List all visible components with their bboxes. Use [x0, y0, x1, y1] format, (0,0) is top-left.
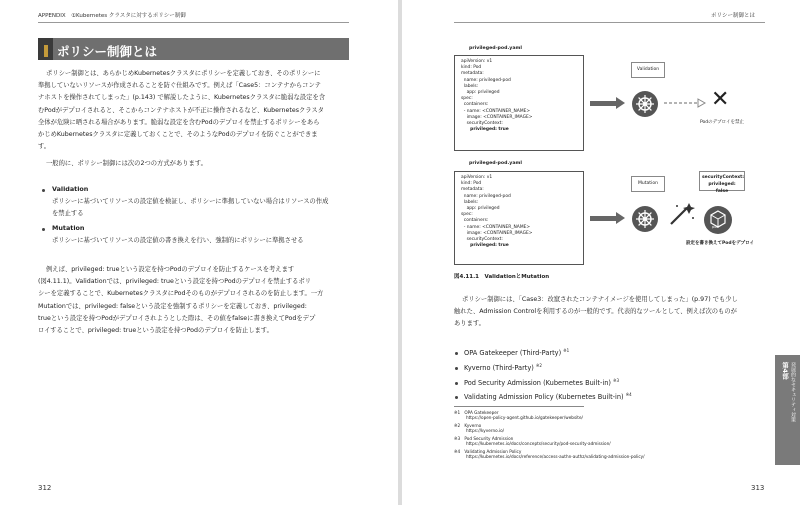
tool-note: ※4: [625, 392, 632, 397]
example-paragraph: [38, 264, 354, 337]
yaml-line: containers:: [461, 218, 489, 224]
example-line: ロイすることで、privileged: trueという設定を持つPodのデプロイを防止します。: [38, 327, 273, 335]
footnote-mark: ※3: [454, 436, 461, 441]
arrow-head: [616, 97, 625, 109]
method-intro: 一般的に、ポリシー制御には次の2つの方式があります。: [46, 160, 207, 167]
mutated-caption: 設定を書き換えてPodをデプロイ: [686, 241, 754, 246]
bullet-dot: [42, 228, 45, 231]
intro-line: ナホストを操作されてしまった」(p.143) で解説したように、Kubernetesクラスタに脆弱な設定を含: [38, 94, 326, 102]
section-title-marker: [44, 45, 48, 57]
tool-name: OPA Gatekeeper (Third-Party): [464, 349, 562, 358]
yaml-line: containers:: [461, 102, 489, 108]
footnote-mark: ※1: [454, 410, 461, 415]
footnote-title: Validating Admission Policy: [464, 449, 522, 454]
body-paragraph: [454, 294, 770, 331]
mutated-context-line: securityContext:: [702, 175, 745, 180]
footnote-title: OPA Gatekeeper: [464, 410, 499, 415]
yaml-line: securityContext:: [461, 237, 503, 243]
figure-caption: 図4.11.1 ValidationとMutation: [454, 274, 550, 280]
bullet-dot: [455, 367, 458, 370]
intro-line: ポリシー制御とは、あらかじめKubernetesクラスタにポリシーを定義しておき、そのポリシーに: [46, 70, 321, 77]
method-desc-line: ポリシーに基づいてリソースの設定値を検証し、ポリシーに準拠していない場合はリソースの作成: [52, 198, 329, 205]
tool-name: Validating Admission Policy (Kubernetes Built-in): [464, 393, 624, 402]
deny-x-icon: ✕: [711, 87, 730, 112]
footnote-title: Kyverno: [464, 423, 482, 428]
example-line: 例えば、privileged: trueという設定を持つPodのデプロイを防止するケースを考えます: [46, 266, 295, 273]
magic-wand-icon: [667, 202, 695, 226]
bullet-dot: [455, 382, 458, 385]
method-name-mutation: Mutation: [52, 224, 85, 232]
bullet-dot: [455, 396, 458, 399]
bullet-dot: [42, 189, 45, 192]
example-line: (図4.11.1)。Validationでは、privileged: trueという設定を持つPodのデプロイを禁止するポリ: [38, 278, 312, 286]
yaml-line: kind: Pod: [461, 181, 482, 187]
body-line: ポリシー制御には、「Case3：改竄されたコンテナイメージを使用してしまった」(p.97) でも少し: [462, 296, 738, 303]
footnote-url: https://kubernetes.io/docs/reference/access-authn-authz/validating-admission-policy/: [466, 454, 645, 460]
tool-item: [464, 360, 542, 374]
yaml-tab-label: privileged-pod.yaml: [469, 161, 522, 166]
footnote-url: https://kubernetes.io/docs/concepts/security/pod-security-admission/: [466, 441, 611, 447]
side-tab-title: 発展的なセキュリティ対策: [790, 362, 796, 422]
tool-note: ※2: [535, 363, 542, 368]
intro-paragraph: [38, 68, 354, 153]
bullet-dot: [455, 352, 458, 355]
method-desc-line: を禁止する: [52, 210, 84, 218]
yaml-line-privileged: privileged: true: [461, 127, 509, 133]
yaml-line: image: <CONTAINER_IMAGE>: [461, 230, 533, 236]
yaml-card-validation: [454, 55, 584, 151]
denied-caption: Podのデプロイを禁止: [700, 120, 745, 125]
tool-name: Kyverno (Third-Party): [464, 364, 534, 373]
intro-line: 準拠していないリソースが作成されることを防ぐ仕組みです。例えば「Case5：コンテナからコンテ: [38, 82, 322, 90]
footnote-rule: [454, 406, 584, 407]
mutation-callout: Mutation: [631, 176, 665, 192]
left-running-header: APPENDIX ①Kubernetes クラスタに対するポリシー制御: [38, 13, 186, 19]
method-desc-mutation: [52, 235, 352, 247]
body-line: 触れた、Admission Controlを利用するのが一般的です。代表的なツールとして、例えば次のものが: [454, 308, 737, 316]
body-line: あります。: [454, 320, 485, 328]
yaml-line: name: privileged-pod: [461, 77, 511, 83]
left-page-number: 312: [38, 484, 52, 492]
footnote-mark: ※4: [454, 449, 461, 454]
kubernetes-mutation-icon: [632, 206, 658, 232]
footnote-2: [454, 423, 504, 434]
footnote-url: https://kyverno.io/: [466, 428, 505, 434]
yaml-line: image: <CONTAINER_IMAGE>: [461, 114, 533, 120]
left-header-rule: [38, 22, 349, 23]
tool-item: [464, 389, 632, 403]
yaml-line: spec:: [461, 96, 473, 102]
side-tab-part: 第4部: [781, 362, 789, 380]
section-title: ポリシー制御とは: [57, 44, 158, 59]
yaml-line: app: privileged: [461, 206, 500, 212]
pod-icon: [704, 206, 732, 234]
yaml-line: metadata:: [461, 71, 484, 77]
yaml-line: metadata:: [461, 187, 484, 193]
yaml-line: - name: <CONTAINER_NAME>: [461, 108, 531, 114]
method-desc-validation: [52, 196, 352, 220]
arrow-to-validation: [590, 101, 618, 106]
yaml-line: name: privileged-pod: [461, 193, 511, 199]
intro-line: むPodがデプロイされると、そこからコンテナホストが不正に操作されるなど、Kubernetesクラスタ: [38, 106, 324, 114]
yaml-line: - name: <CONTAINER_NAME>: [461, 224, 531, 230]
yaml-tab-label: privileged-pod.yaml: [469, 46, 522, 51]
validation-callout: Validation: [631, 62, 665, 78]
pod-label: pod: [712, 225, 719, 229]
intro-line: かじめKubernetesクラスタに定義しておくことで、そのようなPodのデプロイを防ぐことができま: [38, 131, 318, 139]
yaml-line-privileged: privileged: true: [461, 243, 509, 249]
yaml-line: spec:: [461, 212, 473, 218]
tool-note: ※1: [563, 348, 570, 353]
yaml-line: labels:: [461, 83, 479, 89]
tool-item: [464, 375, 619, 389]
intro-line: す。: [38, 143, 51, 151]
arrow-head: [616, 212, 625, 224]
tool-note: ※3: [613, 378, 619, 383]
method-desc-line: ポリシーに基づいてリソースの設定値の書き換えを行い、強制的にポリシーに準拠させる: [52, 237, 304, 244]
footnote-mark: ※2: [454, 423, 461, 428]
tool-item: [464, 345, 569, 359]
kubernetes-validation-icon: [632, 91, 658, 117]
dashed-arrow-denied: [664, 98, 706, 108]
intro-line: 全体が危険に晒される場合があります。脆弱な設定を含むPodのデプロイを禁止するポリシーをあら: [38, 118, 320, 126]
right-header-rule: [454, 22, 765, 23]
method-name-validation: Validation: [52, 185, 89, 193]
yaml-line: kind: Pod: [461, 65, 482, 71]
footnote-3: [454, 436, 611, 447]
yaml-line: apiVersion: v1: [461, 175, 493, 180]
example-line: シーを定義することで、KubernetesクラスタにPodそのものがデプロイされるのを防止します。一方: [38, 290, 324, 298]
footnote-1: [454, 410, 583, 421]
yaml-line: labels:: [461, 199, 479, 205]
right-page-number: 313: [751, 484, 765, 492]
footnote-title: Pod Security Admission: [464, 436, 514, 441]
mutated-context-line: privileged: false: [708, 182, 736, 194]
yaml-card-mutation: [454, 171, 584, 265]
footnote-4: [454, 449, 645, 460]
yaml-line: app: privileged: [461, 90, 500, 96]
yaml-line: apiVersion: v1: [461, 59, 493, 64]
yaml-line: securityContext:: [461, 121, 503, 127]
mutated-context-callout: [699, 171, 745, 194]
arrow-to-mutation: [590, 216, 618, 221]
right-running-header: ポリシー制御とは: [711, 13, 756, 19]
footnote-url: https://open-policy-agent.github.io/gatekeeper/website/: [466, 415, 583, 421]
tool-name: Pod Security Admission (Kubernetes Built-in): [464, 379, 611, 388]
example-line: trueという設定を持つPodがデプロイされようとした際は、その値をfalseに書き換えてPodをデプ: [38, 314, 316, 322]
example-line: Mutationでは、privileged: falseという設定を強制するポリシーを定義しておき、privileged:: [38, 302, 307, 310]
